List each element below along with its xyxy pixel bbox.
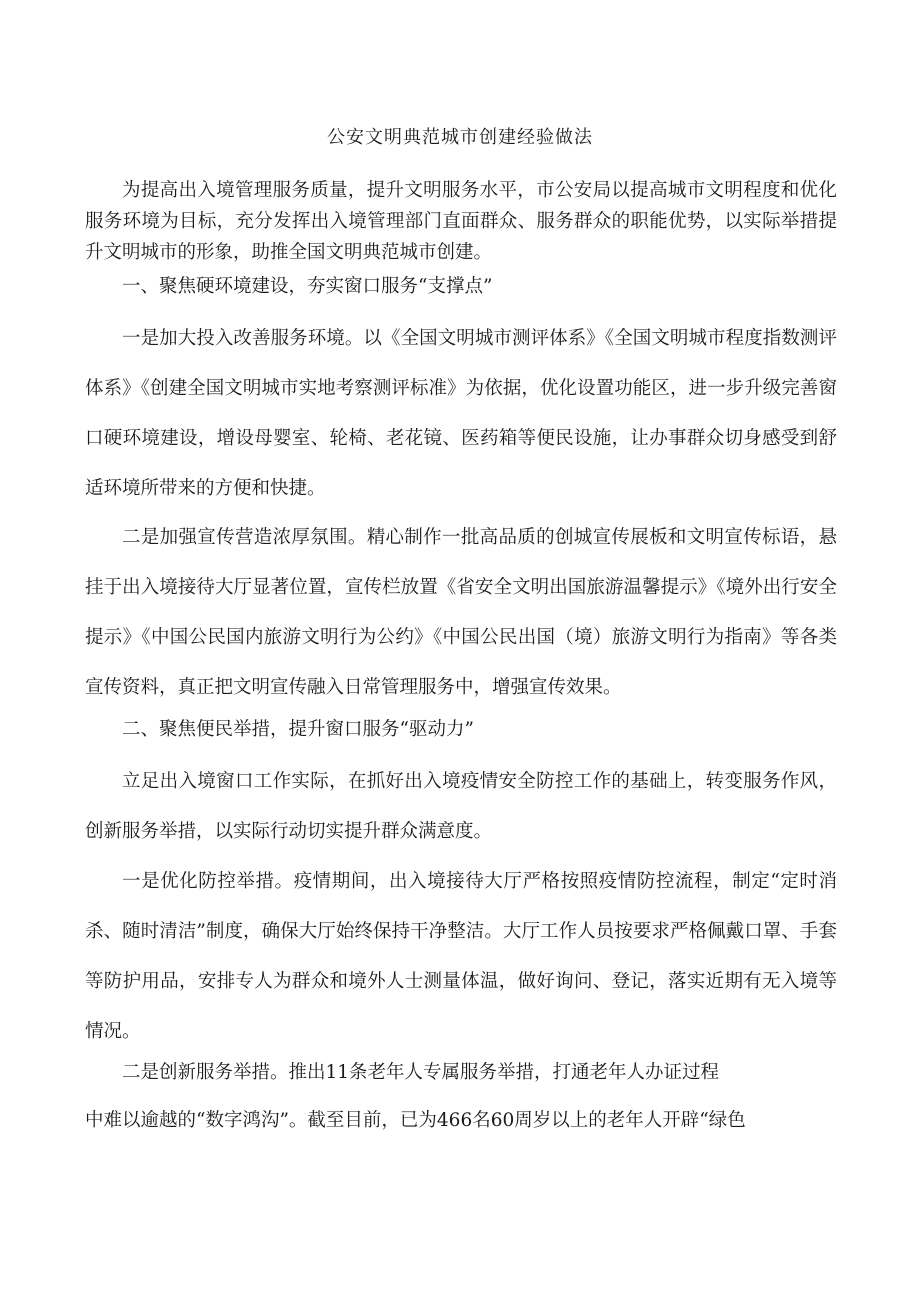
document-title: 公安文明典范城市创建经验做法 — [327, 127, 593, 148]
paragraph-innovation-line1: 二是创新服务举措。推出11条老年人专属服务举措，打通老年人办证过程 — [122, 1062, 720, 1083]
paragraph-innovation-line2: 中难以逾越的“数字鸿沟”。截至目前，已为466名60周岁以上的老年人开辟“绿色 — [85, 1110, 746, 1131]
paragraph-practice: 立足出入境窗口工作实际，在抓好出入境疫情安全防控工作的基础上，转变服务作风，创新服务举措，以实际行动切实提升群众满意度。 — [85, 771, 837, 842]
paragraph-publicity: 二是加强宣传营造浓厚氛围。精心制作一批高品质的创城宣传展板和文明宣传标语，悬挂于出入境接待大厅显著位置，宣传栏放置《省安全文明出国旅游温馨提示》《境外出行安全提示》《中国公民国内旅游文明行为公约》《中国公民出国（境）旅游文明行为指南》等各类宣传资料，真正把文明宣传融入日常管理服务中，增强宣传效果。 — [85, 527, 837, 698]
paragraph-environment: 一是加大投入改善服务环境。以《全国文明城市测评体系》《全国文明城市程度指数测评体系》《创建全国文明城市实地考察测评标准》为依据，优化设置功能区，进一步升级完善窗口硬环境建设，增设母婴室、轮椅、老花镜、医药箱等便民设施，让办事群众切身感受到舒适环境所带来的方便和快捷。 — [85, 328, 837, 499]
intro-paragraph: 为提高出入境管理服务质量，提升文明服务水平，市公安局以提高城市文明程度和优化服务环境为目标，充分发挥出入境管理部门直面群众、服务群众的职能优势，以实际举措提升文明城市的形象，助推全国文明典范城市创建。 — [85, 180, 837, 263]
section-heading-1: 一、聚焦硬环境建设，夯实窗口服务“支撑点” — [122, 276, 493, 297]
paragraph-prevention: 一是优化防控举措。疫情期间，出入境接待大厅严格按照疫情防控流程，制定“定时消杀、随时清洁”制度，确保大厅始终保持干净整洁。大厅工作人员按要求严格佩戴口罩、手套等防护用品，安排专人为群众和境外人士测量体温，做好询问、登记，落实近期有无入境等情况。 — [85, 871, 837, 1042]
section-heading-2: 二、聚焦便民举措，提升窗口服务“驱动力” — [122, 719, 474, 740]
